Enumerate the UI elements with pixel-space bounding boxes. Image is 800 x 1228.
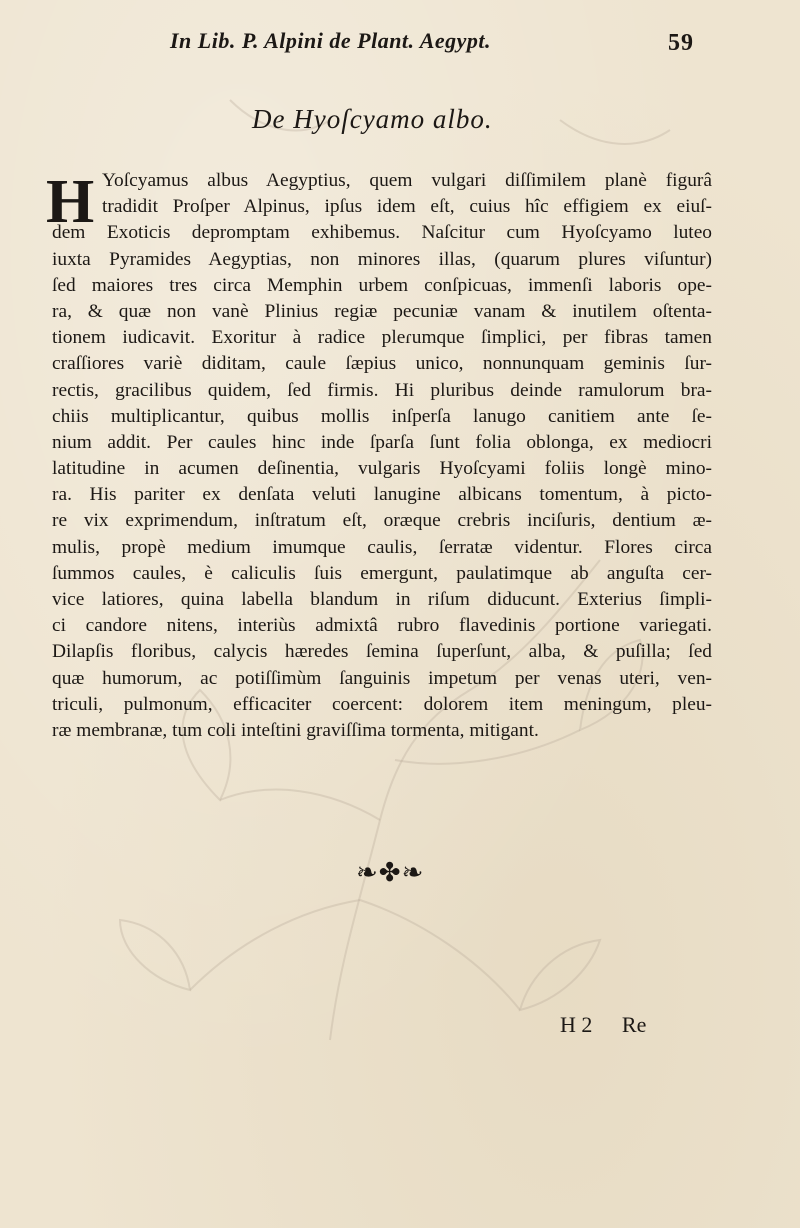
fleuron-ornament: ❧✤❧	[356, 858, 425, 887]
signature-mark: H 2	[560, 1012, 593, 1037]
text-line: re vix exprimendum, inſtratum eſt, oræque crebris inciſuris, dentium æ-	[52, 510, 712, 532]
text-line: chiis multiplicantur, quibus mollis inſperſa lanugo canitiem ante ſe-	[52, 405, 712, 427]
text-line: tionem iudicavit. Exoritur à radice pleɾumque ſimplici, per fibras tamen	[52, 327, 712, 349]
text-line: iuxta Pyramides Aegyptias, non minores illas, (quarum plures viſuntur)	[52, 248, 712, 270]
drop-cap-initial: H	[46, 168, 95, 236]
text-line: ſed maiores tres circa Memphin urbem conſpicuas, immenſi laboris ope-	[52, 274, 712, 296]
text-line: vice latiores, quina labella blandum in riſum diducunt. Exterius ſimpli-	[52, 589, 712, 610]
text-line: ſummos caules, è caliculis ſuis emergunt, paulatimque ab anguſta cer-	[52, 562, 712, 584]
text-line: ci candore nitens, interiùs admixtâ rubro flavedinis portione variegati.	[52, 615, 712, 637]
page-number: 59	[668, 30, 694, 56]
text-line: ra, & quæ non vanè Plinius regiæ pecuniæ vanam & inutilem oſtenta-	[52, 300, 712, 322]
text-line: Yoſcyamus albus Aegyptius, quem vulgari diſſimilem planè figurâ	[102, 170, 712, 191]
text-line: quæ humorum, ac potiſſimùm ſanguinis impetum per venas uteri, ven-	[52, 667, 712, 689]
text-line: Dilapſis floribus, calycis hæredes ſemina ſuperſunt, alba, & puſilla; ſed	[52, 641, 712, 663]
text-line: mulis, propè medium imumque caulis, ſerratæ videntur. Flores circa	[52, 536, 712, 558]
text-line: rectis, gracilibus quidem, ſed firmis. Hi pluribus deinde ramulorum bra-	[52, 379, 712, 401]
text-line: ræ membranæ, tum coli inteſtini graviſſima tormenta, mitigant.	[52, 719, 539, 741]
text-line: nium addit. Per caules hinc inde ſparſa ſunt folia oblonga, ex mediocri	[52, 431, 712, 453]
text-line: triculi, pulmonum, efficaciter coercent: dolorem item meningum, pleu-	[52, 693, 712, 715]
section-title: De Hyoſcyamo albo.	[252, 104, 493, 134]
running-head: In Lib. P. Alpini de Plant. Aegypt.	[170, 28, 492, 53]
catchword-line	[560, 1012, 670, 1038]
text-line: dem Exoticis depromptam exhibemus. Naſcitur cum Hyoſcyamo luteo	[52, 222, 712, 244]
text-line: latitudine in acumen deſinentia, vulgaris Hyoſcyami foliis longè mino-	[52, 458, 712, 480]
text-line: craſſiores variè diditam, caule ſæpius unico, nonnunquam geminis ſur-	[52, 353, 712, 375]
body-text	[46, 168, 712, 744]
text-line: tradidit Proſper Alpinus, ipſus idem eſt, cuius hîc effigiem ex eiuſ-	[102, 196, 712, 218]
catchword: Re	[621, 1012, 647, 1037]
text-line: ra. His pariter ex denſata veluti lanugine albicans tomentum, à picto-	[52, 484, 712, 506]
